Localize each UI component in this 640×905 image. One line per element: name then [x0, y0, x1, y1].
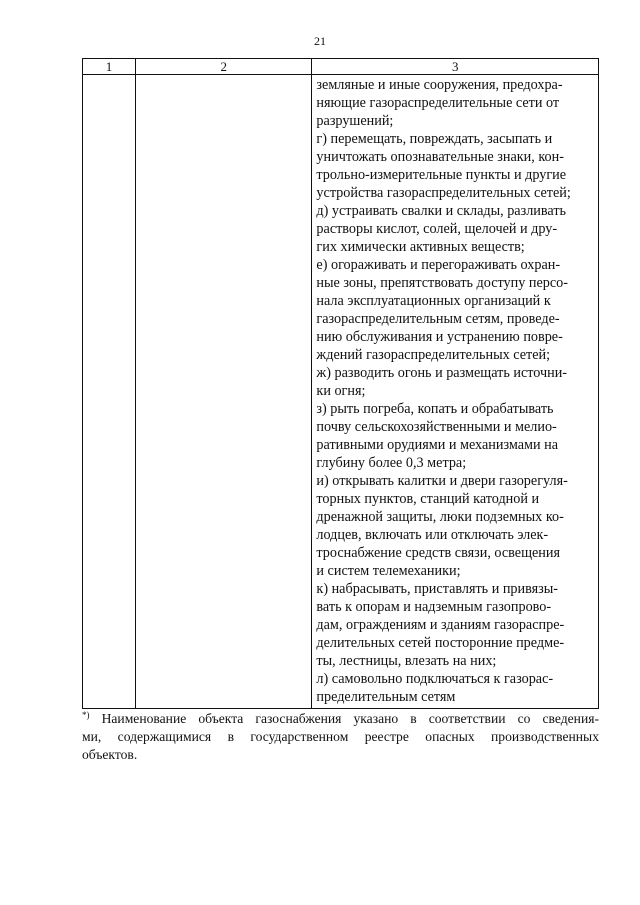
column-header-1: 1 — [83, 59, 136, 75]
table-cell-col1 — [83, 75, 136, 709]
text-line: вать к опорам и надземным газопрово- — [316, 599, 552, 615]
text-line: нала эксплуатационных организаций к — [316, 293, 551, 309]
text-line: почву сельскохозяйственными и мелио- — [316, 419, 557, 435]
text-line: дренажной защиты, люки подземных ко- — [316, 509, 564, 525]
footnote-line: ми, содержащимися в государственном реестре опасных производственных — [82, 729, 599, 744]
text-line: трольно-измерительные пункты и другие — [316, 167, 567, 183]
text-line: л) самовольно подключаться к газорас- — [316, 671, 554, 687]
text-line: пределительным сетям — [316, 689, 456, 705]
text-line: лодцев, включать или отключать элек- — [316, 527, 549, 543]
text-line: нию обслуживания и устранению повре- — [316, 329, 563, 345]
text-line: ждений газораспределительных сетей; — [316, 347, 551, 363]
footnote — [82, 706, 599, 764]
text-line: к) набрасывать, приставлять и привязы- — [316, 581, 559, 597]
text-line: торных пунктов, станций катодной и — [316, 491, 540, 507]
text-line: делительных сетей посторонние предме- — [316, 635, 565, 651]
restrictions-text — [312, 75, 598, 708]
text-line: земляные и иные сооружения, предохра- — [316, 77, 563, 93]
document-table — [82, 58, 599, 709]
table-cell-col3 — [312, 75, 599, 709]
text-line: растворы кислот, солей, щелочей и дру- — [316, 221, 558, 237]
text-line: глубину более 0,3 метра; — [316, 455, 467, 471]
text-line: дам, ограждениям и зданиям газораспре- — [316, 617, 565, 633]
table-cell-col2 — [136, 75, 312, 709]
column-header-2: 2 — [136, 59, 312, 75]
column-header-3: 3 — [312, 59, 599, 75]
table-header-row — [83, 59, 599, 75]
text-line: уничтожать опознавательные знаки, кон- — [316, 149, 564, 165]
text-line: гих химически активных веществ; — [316, 239, 525, 255]
text-line: з) рыть погреба, копать и обрабатывать — [316, 401, 554, 417]
text-line: газораспределительным сетям, проведе- — [316, 311, 560, 327]
text-line: троснабжение средств связи, освещения — [316, 545, 561, 561]
text-line: няющие газораспределительные сети от — [316, 95, 560, 111]
footnote-line: объектов. — [82, 747, 138, 762]
text-line: ративными орудиями и механизмами на — [316, 437, 559, 453]
text-line: разрушений; — [316, 113, 394, 129]
text-line: д) устраивать свалки и склады, разливать — [316, 203, 566, 219]
text-line: ки огня; — [316, 383, 366, 399]
text-line: г) перемещать, повреждать, засыпать и — [316, 131, 553, 147]
footnote-marker: *) — [82, 710, 90, 720]
page-number: 21 — [314, 34, 326, 48]
text-line: устройства газораспределительных сетей; — [316, 185, 571, 201]
text-line: ные зоны, препятствовать доступу персо- — [316, 275, 568, 291]
footnote-line: *) Наименование объекта газоснабжения указано в соответствии со сведения- — [82, 710, 599, 726]
table-row — [83, 75, 599, 709]
text-line: ты, лестницы, влезать на них; — [316, 653, 497, 669]
text-line: ж) разводить огонь и размещать источни- — [316, 365, 568, 381]
text-line: и) открывать калитки и двери газорегуля- — [316, 473, 568, 489]
text-line: и систем телемеханики; — [316, 563, 461, 579]
text-line: е) огораживать и перегораживать охран- — [316, 257, 561, 273]
